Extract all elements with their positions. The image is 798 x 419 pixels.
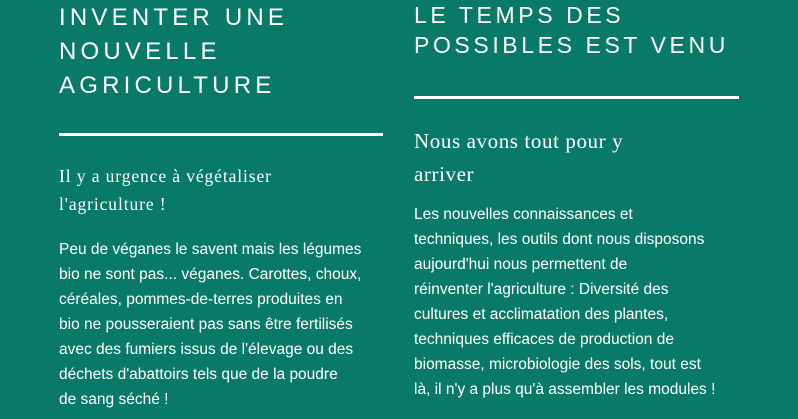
left-subtitle-line: Il y a urgence à végétaliser [59,166,272,186]
right-body-line: Les nouvelles connaissances et [414,206,633,223]
left-subtitle [59,162,383,218]
right-column [414,0,739,402]
left-heading-line: INVENTER UNE [59,4,289,31]
left-body-line: bio ne pousseraient pas sans être fertilisés [59,316,353,333]
left-body-line: de sang séché ! [59,391,169,408]
right-body-line: cultures et acclimatation des plantes, [414,306,669,323]
left-heading-line: AGRICULTURE [59,72,276,99]
right-subtitle-line: arriver [414,162,475,186]
left-body-line: Peu de véganes le savent mais les légumes [59,241,362,258]
left-column [59,0,383,412]
right-body-line: techniques efficaces de production de [414,331,674,348]
right-body-line: biomasse, microbiologie des sols, tout est [414,356,701,373]
left-heading [59,1,383,103]
left-body-line: céréales, pommes-de-terres produites en [59,291,343,308]
right-body-line: techniques, les outils dont nous disposons [414,231,705,248]
right-heading-line: LE TEMPS DES [414,2,625,28]
left-body-line: avec des fumiers issus de l'élevage ou des [59,341,354,358]
right-subtitle-line: Nous avons tout pour y [414,129,624,153]
right-body-text [414,202,739,402]
right-heading [414,0,739,60]
left-body-text [59,237,383,412]
right-heading-line: POSSIBLES EST VENU [414,32,729,58]
right-divider [414,96,739,99]
left-heading-line: NOUVELLE [59,38,221,65]
right-subtitle [414,125,739,191]
left-body-line: bio ne sont pas... véganes. Carottes, choux, [59,266,362,283]
left-divider [59,133,383,136]
left-body-line: déchets d'abattoirs tels que de la poudre [59,366,338,383]
left-subtitle-line: l'agriculture ! [59,194,167,214]
right-body-line: réinventer l'agriculture : Diversité des [414,281,669,298]
right-body-line: là, il n'y a plus qu'à assembler les modules ! [414,381,716,398]
right-body-line: aujourd'hui nous permettent de [414,256,628,273]
